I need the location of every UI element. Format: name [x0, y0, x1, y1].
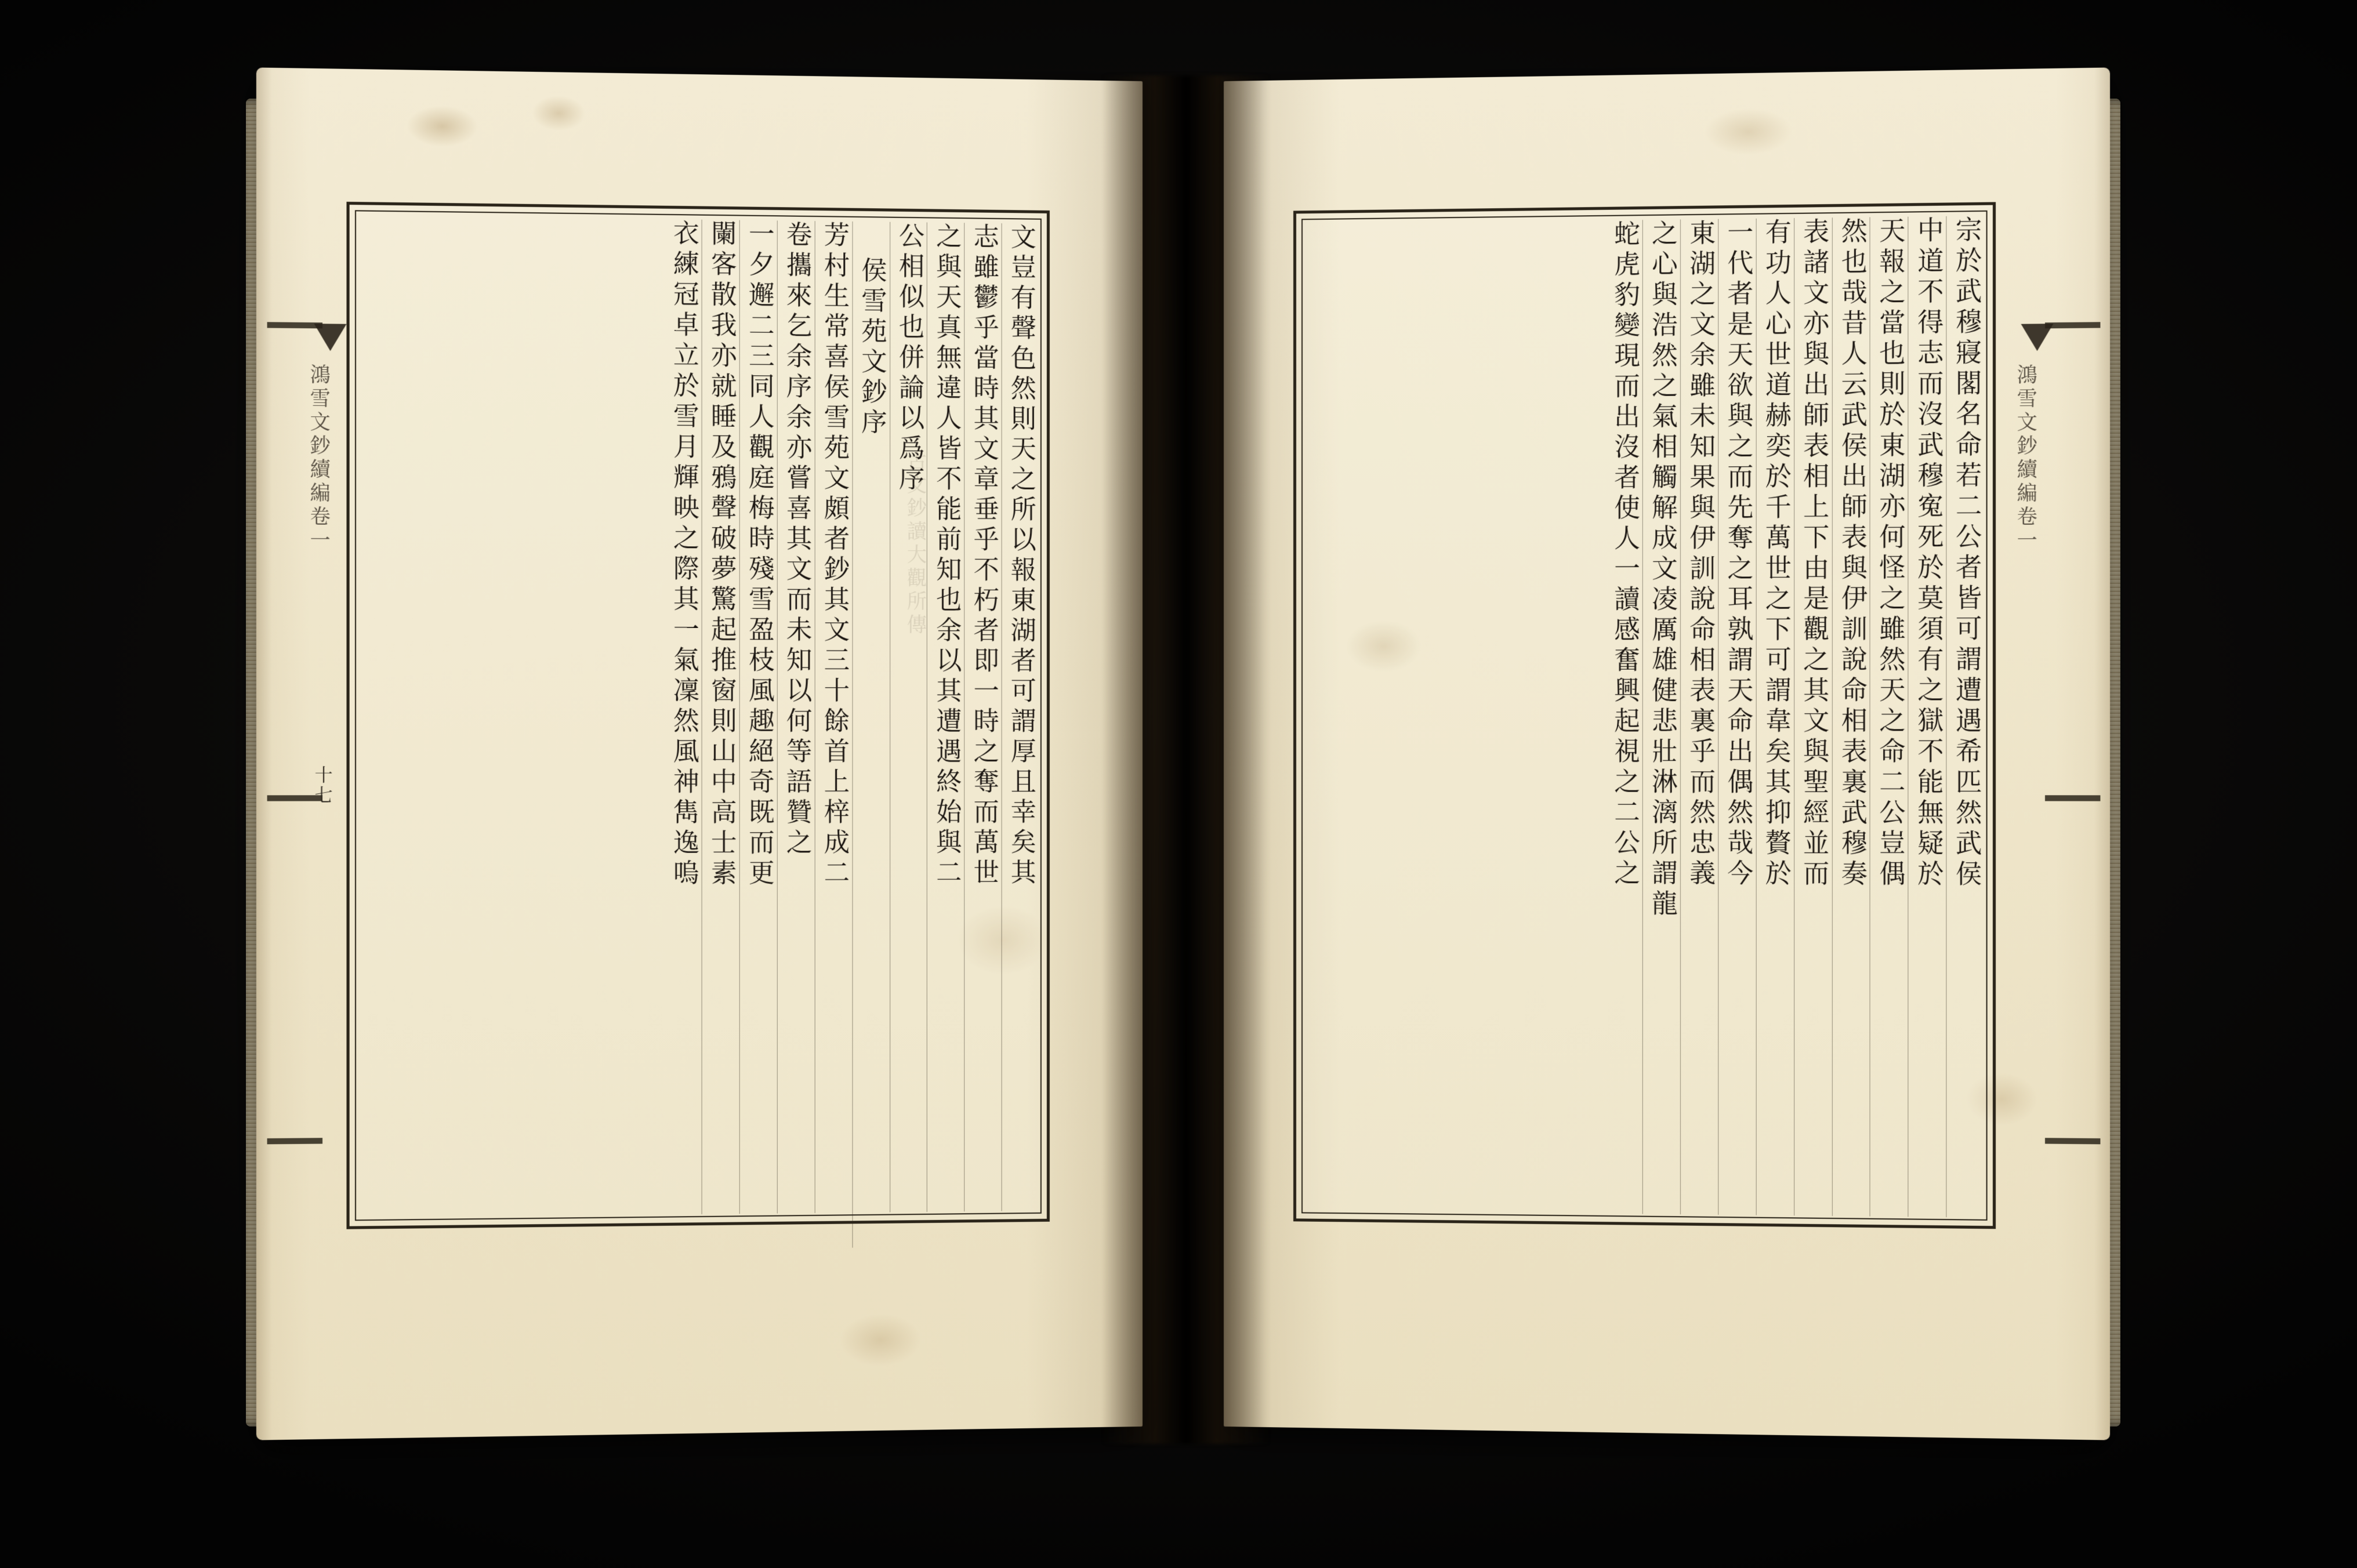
- text-column: 公相似也併論以爲序: [890, 222, 927, 1213]
- page-number-verso: 十七: [311, 765, 332, 806]
- paper-stain: [839, 1313, 921, 1367]
- text-column: 芳村生常喜侯雪苑文頗者鈔其文三十餘首上梓成二: [814, 221, 852, 1213]
- text-column: 然也哉昔人云武侯出師表與伊訓說命相表裏武穆奏: [1832, 217, 1870, 1216]
- text-column: 表諸文亦與出師表相上下由是觀之其文與聖經並而: [1794, 217, 1832, 1216]
- register-mark: [267, 1138, 322, 1144]
- register-mark: [2045, 1138, 2100, 1144]
- text-column: 東湖之文余雖未知果與伊訓說命相表裏乎而然忠義: [1680, 219, 1718, 1215]
- paper-stain: [1704, 108, 1793, 156]
- text-column: 卷攜來乞余序余亦嘗喜其文而未知以何等語贊之: [777, 220, 815, 1213]
- text-columns-recto: [1304, 216, 1984, 1218]
- register-mark: [2045, 322, 2100, 328]
- text-column: 衣練冠卓立於雪月輝映之際其一氣凜然風神雋逸嗚: [668, 219, 699, 890]
- paper-stain: [407, 105, 478, 147]
- text-column: 有功人心世道赫奕於千萬世之下可謂韋矣其抑贅於: [1756, 218, 1793, 1215]
- page-verso: [256, 67, 1143, 1440]
- text-frame-recto: [1293, 202, 1996, 1229]
- text-column: 蛇虎豹變現而出沒者使人一讀感奮興起視之二公之: [1609, 220, 1640, 890]
- text-column: 文豈有聲色然則天之所以報東湖者可謂厚且幸矣其: [1002, 223, 1039, 1211]
- register-mark: [267, 322, 322, 328]
- fish-tail-mark: [2021, 324, 2054, 351]
- text-column-heading: 侯雪苑文鈔序: [852, 222, 890, 1248]
- text-column: 宗於武穆寢閣名命若二公者皆可謂遭遇希匹然武侯: [1946, 216, 1985, 1218]
- text-frame-verso: [346, 202, 1049, 1229]
- show-through-text: 古文鈔讀大觀所傳: [903, 451, 927, 638]
- open-book: [273, 81, 2094, 1484]
- text-column: 之與天真無違人皆不能前知也余以其遭遇終始與二: [927, 222, 964, 1211]
- register-mark: [2045, 795, 2100, 801]
- book-gutter-shadow: [1102, 75, 1270, 1444]
- page-recto: [1224, 67, 2110, 1440]
- text-column: 中道不得志而沒武穆寃死於莫須有之獄不能無疑於: [1908, 216, 1946, 1217]
- fish-tail-mark: [314, 324, 347, 351]
- text-column: 之心與浩然之氣相觸解成文凌厲雄健悲壯淋漓所謂龍: [1642, 219, 1680, 1214]
- text-column: 一夕邂二三同人觀庭梅時殘雪盈枝風趣絕奇既而更: [739, 220, 777, 1214]
- text-column: 一代者是天欲與之而先奪之耳孰謂天命出偶然哉今: [1718, 219, 1756, 1215]
- text-column: 志雖鬱乎當時其文章垂乎不朽者即一時之奪而萬世: [964, 223, 1001, 1211]
- spine-title-verso: 鴻雪文鈔續編卷一: [306, 364, 331, 553]
- spine-title-recto: 鴻雪文鈔續編卷一: [2012, 364, 2037, 553]
- paper-stain: [532, 95, 585, 131]
- text-columns-verso: [358, 216, 1039, 1218]
- text-column: 闌客散我亦就睡及鴉聲破夢驚起推窗則山中高士素: [702, 220, 739, 1214]
- text-column: 天報之當也則於東湖亦何怪之雖然天之命二公豈偶: [1870, 217, 1908, 1217]
